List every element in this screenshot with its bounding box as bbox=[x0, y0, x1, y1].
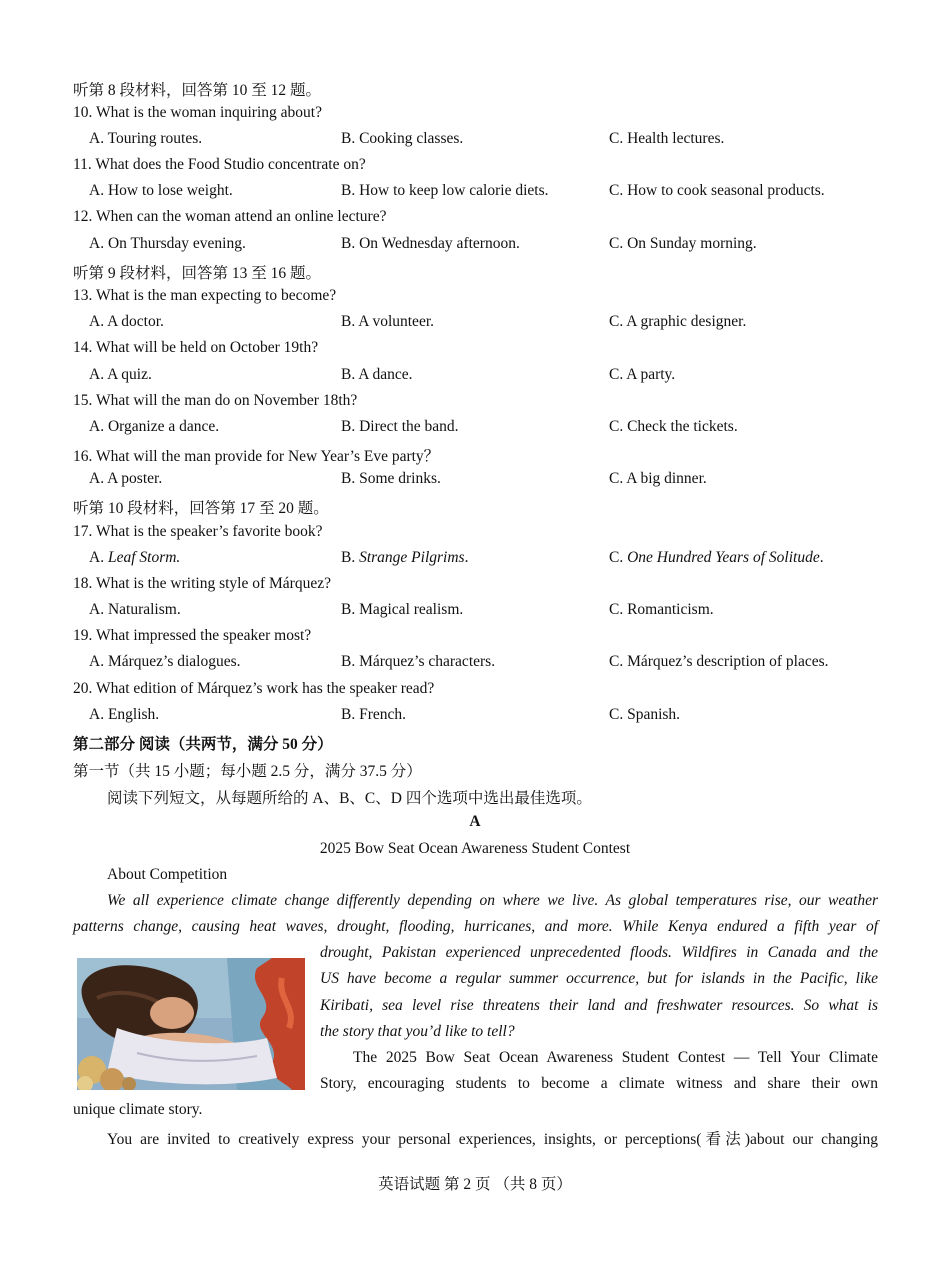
part-2-instructions: 阅读下列短文，从每题所给的 A、B、C、D 四个选项中选出最佳选项。 bbox=[107, 790, 592, 807]
option-19-a: A. Márquez’s dialogues. bbox=[89, 653, 241, 670]
option-16-b: B. Some drinks. bbox=[341, 470, 441, 487]
option-14-a: A. A quiz. bbox=[89, 366, 152, 383]
about-heading: About Competition bbox=[107, 866, 228, 883]
question-14: 14. What will be held on October 19th? bbox=[73, 339, 319, 356]
option-11-a: A. How to lose weight. bbox=[89, 182, 233, 199]
option-19-c: C. Márquez’s description of places. bbox=[609, 653, 829, 670]
question-10: 10. What is the woman inquiring about? bbox=[73, 104, 322, 121]
passage-line-4: US have become a regular summer occurrence, but for islands in the Pacific, like bbox=[320, 970, 878, 987]
section-9-intro: 听第 9 段材料，回答第 13 至 16 题。 bbox=[73, 265, 322, 282]
option-20-b: B. French. bbox=[341, 706, 407, 723]
option-12-c: C. On Sunday morning. bbox=[609, 235, 757, 252]
option-12-b: B. On Wednesday afternoon. bbox=[341, 235, 520, 252]
option-15-a: A. Organize a dance. bbox=[89, 418, 220, 435]
option-14-c: C. A party. bbox=[609, 366, 676, 383]
page-footer: 英语试题 第 2 页 （共 8 页） bbox=[378, 1176, 572, 1193]
option-14-b: B. A dance. bbox=[341, 366, 413, 383]
option-10-c: C. Health lectures. bbox=[609, 130, 725, 147]
option-15-b: B. Direct the band. bbox=[341, 418, 459, 435]
option-12-a: A. On Thursday evening. bbox=[89, 235, 246, 252]
option-18-a: A. Naturalism. bbox=[89, 601, 181, 618]
passage-title: 2025 Bow Seat Ocean Awareness Student Contest bbox=[319, 840, 631, 857]
invite-line: You are invited to creatively express your personal experiences, insights, or perceptions(看法)about our changing bbox=[107, 1131, 878, 1148]
option-15-c: C. Check the tickets. bbox=[609, 418, 738, 435]
option-13-b: B. A volunteer. bbox=[341, 313, 434, 330]
contest-artwork-image bbox=[77, 958, 305, 1090]
question-17: 17. What is the speaker’s favorite book? bbox=[73, 523, 323, 540]
option-10-b: B. Cooking classes. bbox=[341, 130, 464, 147]
passage-line-6: the story that you’d like to tell? bbox=[320, 1023, 515, 1040]
section-8-intro: 听第 8 段材料，回答第 10 至 12 题。 bbox=[73, 82, 322, 99]
option-16-a: A. A poster. bbox=[89, 470, 163, 487]
question-18: 18. What is the writing style of Márquez? bbox=[73, 575, 331, 592]
question-19: 19. What impressed the speaker most? bbox=[73, 627, 312, 644]
option-11-c: C. How to cook seasonal products. bbox=[609, 182, 825, 199]
question-16: 16. What will the man provide for New Year’s Eve party？ bbox=[73, 448, 440, 465]
option-11-b: B. How to keep low calorie diets. bbox=[341, 182, 549, 199]
option-13-a: A. A doctor. bbox=[89, 313, 164, 330]
option-16-c: C. A big dinner. bbox=[609, 470, 707, 487]
option-20-a: A. English. bbox=[89, 706, 160, 723]
option-18-b: B. Magical realism. bbox=[341, 601, 464, 618]
option-17-c: C. One Hundred Years of Solitude. bbox=[609, 549, 824, 566]
part-2-section-1: 第一节（共 15 小题；每小题 2.5 分，满分 37.5 分） bbox=[73, 763, 422, 780]
option-10-a: A. Touring routes. bbox=[89, 130, 203, 147]
passage-line-1: We all experience climate change differently depending on where we live. As global temperatures rise, our weather bbox=[107, 892, 878, 909]
option-17-a: A. Leaf Storm. bbox=[89, 549, 181, 566]
question-12: 12. When can the woman attend an online lecture? bbox=[73, 208, 387, 225]
question-15: 15. What will the man do on November 18th? bbox=[73, 392, 358, 409]
passage-line-2: patterns change, causing heat waves, drought, flooding, hurricanes, and more. While Kenya endured a fifth year of bbox=[73, 918, 878, 935]
passage-line-5: Kiribati, sea level rise threatens their land and freshwater resources. So what is bbox=[320, 997, 878, 1014]
option-13-c: C. A graphic designer. bbox=[609, 313, 747, 330]
passage-letter: A bbox=[469, 813, 481, 830]
option-20-c: C. Spanish. bbox=[609, 706, 681, 723]
option-17-b: B. Strange Pilgrims. bbox=[341, 549, 469, 566]
question-11: 11. What does the Food Studio concentrate on? bbox=[73, 156, 366, 173]
part-2-heading: 第二部分 阅读（共两节，满分 50 分） bbox=[73, 736, 333, 753]
contest-line-3: unique climate story. bbox=[73, 1101, 203, 1118]
passage-line-3: drought, Pakistan experienced unprecedented floods. Wildfires in Canada and the bbox=[320, 944, 878, 961]
option-18-c: C. Romanticism. bbox=[609, 601, 714, 618]
contest-line-2: Story, encouraging students to become a climate witness and share their own bbox=[320, 1075, 878, 1092]
question-13: 13. What is the man expecting to become? bbox=[73, 287, 337, 304]
question-20: 20. What edition of Márquez’s work has the speaker read? bbox=[73, 680, 435, 697]
contest-line-1: The 2025 Bow Seat Ocean Awareness Student Contest — Tell Your Climate bbox=[353, 1049, 878, 1066]
option-19-b: B. Márquez’s characters. bbox=[341, 653, 496, 670]
section-10-intro: 听第 10 段材料，回答第 17 至 20 题。 bbox=[73, 500, 329, 517]
